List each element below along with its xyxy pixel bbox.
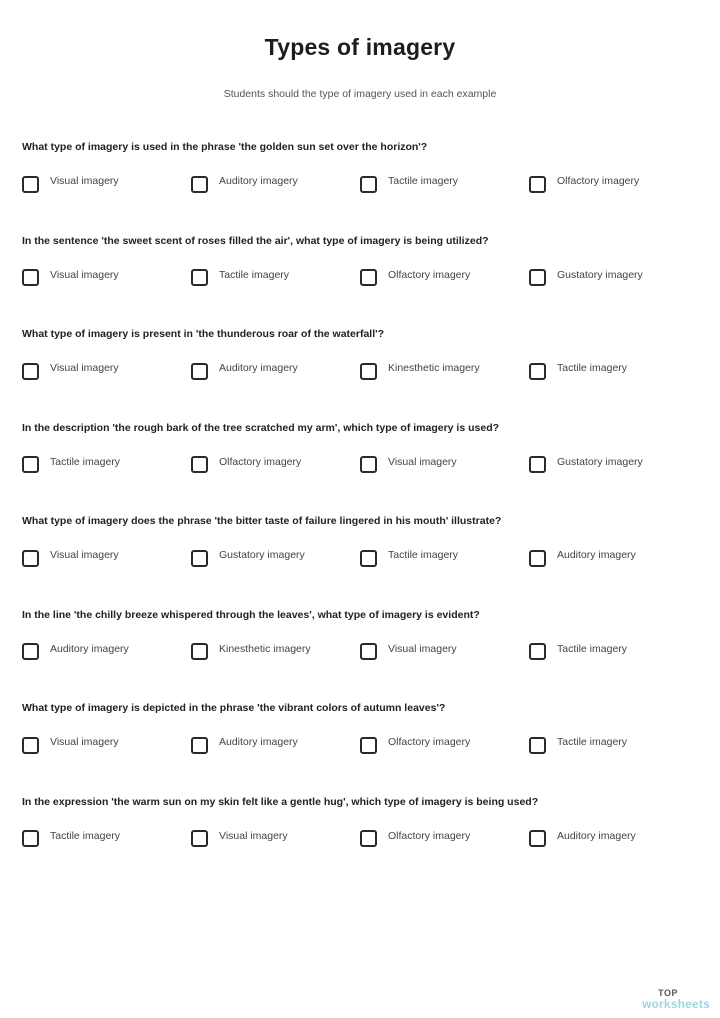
answer-option[interactable] (360, 266, 470, 290)
answer-options (22, 546, 702, 576)
option-label: Tactile imagery (557, 362, 628, 374)
checkbox[interactable] (529, 176, 546, 193)
answer-option[interactable] (360, 453, 457, 477)
answer-option[interactable] (191, 266, 289, 290)
question-list (22, 140, 702, 888)
answer-option[interactable] (360, 827, 470, 851)
answer-options (22, 359, 702, 389)
answer-option[interactable] (529, 172, 639, 196)
question-1 (22, 140, 702, 234)
answer-option[interactable] (191, 640, 311, 664)
question-4 (22, 421, 702, 515)
checkbox[interactable] (360, 456, 377, 473)
option-label: Auditory imagery (219, 175, 298, 187)
option-label: Auditory imagery (50, 642, 129, 655)
question-text: In the expression 'the warm sun on my skin felt like a gentle hug', which type of imagery is being used? (22, 795, 539, 808)
option-label: Visual imagery (388, 455, 457, 468)
checkbox[interactable] (360, 737, 377, 754)
answer-option[interactable] (191, 733, 298, 757)
answer-option[interactable] (191, 359, 298, 383)
answer-options (22, 453, 702, 483)
option-label: Auditory imagery (219, 362, 298, 374)
question-2 (22, 234, 702, 328)
option-label: Visual imagery (50, 175, 119, 187)
answer-option[interactable] (22, 733, 119, 757)
checkbox[interactable] (22, 269, 39, 286)
option-label: Tactile imagery (219, 268, 290, 281)
answer-option[interactable] (360, 733, 470, 757)
question-text: What type of imagery is present in 'the thunderous roar of the waterfall'? (22, 328, 385, 340)
checkbox[interactable] (529, 550, 546, 567)
question-5 (22, 514, 702, 608)
option-label: Visual imagery (50, 362, 119, 374)
answer-option[interactable] (22, 827, 120, 851)
option-label: Tactile imagery (557, 642, 628, 655)
option-label: Olfactory imagery (219, 455, 302, 468)
checkbox[interactable] (22, 363, 39, 380)
answer-option[interactable] (360, 359, 480, 383)
answer-option[interactable] (191, 546, 305, 570)
checkbox[interactable] (191, 363, 208, 380)
question-text: What type of imagery is depicted in the phrase 'the vibrant colors of autumn leaves'? (22, 702, 446, 714)
option-label: Olfactory imagery (388, 268, 471, 281)
page-subtitle: Students should the type of imagery used in each example (223, 88, 497, 100)
checkbox[interactable] (191, 269, 208, 286)
answer-option[interactable] (22, 266, 119, 290)
checkbox[interactable] (191, 456, 208, 473)
checkbox[interactable] (529, 456, 546, 473)
answer-option[interactable] (191, 827, 288, 851)
checkbox[interactable] (529, 737, 546, 754)
answer-option[interactable] (22, 359, 119, 383)
question-text: In the line 'the chilly breeze whispered through the leaves', what type of imagery is evident? (22, 608, 480, 621)
checkbox[interactable] (191, 830, 208, 847)
answer-option[interactable] (529, 733, 627, 757)
answer-options (22, 827, 702, 857)
checkbox[interactable] (191, 737, 208, 754)
answer-option[interactable] (529, 640, 627, 664)
option-label: Olfactory imagery (388, 736, 471, 748)
option-label: Kinesthetic imagery (219, 642, 311, 655)
checkbox[interactable] (22, 830, 39, 847)
answer-option[interactable] (529, 359, 627, 383)
option-label: Olfactory imagery (388, 829, 471, 842)
option-label: Visual imagery (50, 268, 119, 281)
question-3 (22, 327, 702, 421)
checkbox[interactable] (360, 643, 377, 660)
brand-logo (642, 988, 710, 1010)
checkbox[interactable] (529, 830, 546, 847)
checkbox[interactable] (360, 830, 377, 847)
question-text: In the sentence 'the sweet scent of roses filled the air', what type of imagery is being utilized? (22, 234, 489, 247)
option-label: Gustatory imagery (557, 455, 643, 468)
answer-option[interactable] (529, 453, 643, 477)
checkbox[interactable] (360, 550, 377, 567)
option-label: Tactile imagery (388, 549, 459, 561)
answer-option[interactable] (191, 453, 301, 477)
option-label: Visual imagery (50, 549, 119, 561)
checkbox[interactable] (360, 176, 377, 193)
checkbox[interactable] (22, 737, 39, 754)
answer-options (22, 172, 702, 202)
brand-top-text: TOP (658, 988, 678, 998)
answer-option[interactable] (529, 546, 636, 570)
option-label: Kinesthetic imagery (388, 362, 480, 374)
question-text: What type of imagery is used in the phrase 'the golden sun set over the horizon'? (22, 141, 428, 153)
answer-option[interactable] (360, 172, 458, 196)
answer-option[interactable] (22, 546, 119, 570)
answer-option[interactable] (22, 640, 129, 664)
answer-option[interactable] (529, 266, 643, 290)
checkbox[interactable] (22, 176, 39, 193)
page-title: Types of imagery (264, 34, 456, 60)
answer-option[interactable] (360, 640, 457, 664)
checkbox[interactable] (529, 269, 546, 286)
answer-option[interactable] (529, 827, 636, 851)
option-label: Auditory imagery (557, 549, 636, 561)
checkbox[interactable] (191, 550, 208, 567)
checkbox[interactable] (360, 363, 377, 380)
question-7 (22, 701, 702, 795)
checkbox[interactable] (22, 643, 39, 660)
option-label: Tactile imagery (557, 736, 628, 748)
option-label: Tactile imagery (50, 829, 121, 842)
option-label: Visual imagery (388, 642, 457, 655)
option-label: Auditory imagery (219, 736, 298, 748)
option-label: Tactile imagery (50, 455, 121, 468)
answer-option[interactable] (360, 546, 458, 570)
checkbox[interactable] (191, 176, 208, 193)
option-label: Gustatory imagery (557, 268, 643, 281)
option-label: Visual imagery (50, 736, 119, 748)
answer-options (22, 640, 702, 670)
option-label: Auditory imagery (557, 829, 636, 842)
answer-options (22, 733, 702, 763)
checkbox[interactable] (529, 363, 546, 380)
checkbox[interactable] (360, 269, 377, 286)
option-label: Tactile imagery (388, 175, 459, 187)
question-8 (22, 795, 702, 889)
checkbox[interactable] (22, 456, 39, 473)
question-6 (22, 608, 702, 702)
option-label: Gustatory imagery (219, 549, 305, 561)
question-text: What type of imagery does the phrase 'the bitter taste of failure lingered in his mouth' illustrate? (22, 515, 502, 527)
answer-option[interactable] (191, 172, 298, 196)
answer-options (22, 266, 702, 296)
checkbox[interactable] (529, 643, 546, 660)
option-label: Olfactory imagery (557, 175, 640, 187)
brand-bottom-text: worksheets (641, 997, 710, 1011)
answer-option[interactable] (22, 453, 120, 477)
checkbox[interactable] (191, 643, 208, 660)
checkbox[interactable] (22, 550, 39, 567)
option-label: Visual imagery (219, 829, 288, 842)
question-text: In the description 'the rough bark of the tree scratched my arm', which type of imagery is used? (22, 421, 500, 434)
answer-option[interactable] (22, 172, 119, 196)
